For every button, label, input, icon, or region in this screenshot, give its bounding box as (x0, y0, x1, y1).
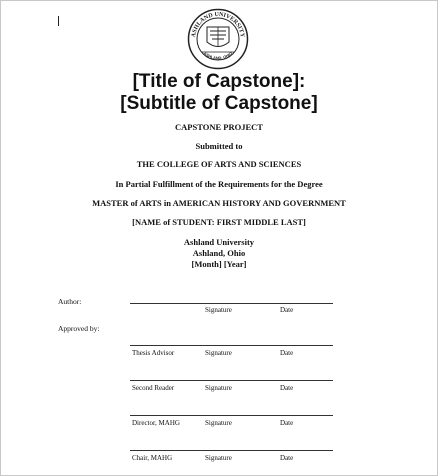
project-type: CAPSTONE PROJECT (175, 122, 263, 132)
role-director: Director, MAHG (132, 419, 180, 427)
student-name: [NAME of STUDENT: FIRST MIDDLE LAST] (132, 217, 306, 227)
signature-caption: Signature (205, 384, 232, 392)
submission-date: [Month] [Year] (191, 259, 247, 269)
reader-signature-line (130, 380, 333, 381)
text-cursor (58, 16, 59, 26)
svg-text:ASHLAND, OHIO: ASHLAND, OHIO (202, 50, 234, 61)
approved-by-label: Approved by: (58, 324, 100, 333)
university-seal (187, 8, 249, 70)
date-caption: Date (280, 419, 294, 427)
signature-caption: Signature (205, 349, 232, 357)
capstone-subtitle: [Subtitle of Capstone] (120, 93, 318, 114)
author-signature-line (130, 303, 333, 304)
submitted-to: Submitted to (195, 141, 243, 151)
date-caption: Date (280, 306, 294, 314)
date-caption: Date (280, 349, 294, 357)
advisor-signature-line (130, 345, 333, 346)
role-second-reader: Second Reader (132, 384, 175, 392)
signature-caption: Signature (205, 419, 232, 427)
fulfillment-statement: In Partial Fulfillment of the Requirements for the Degree (115, 179, 323, 189)
role-chair: Chair, MAHG (132, 454, 173, 462)
date-caption: Date (280, 384, 294, 392)
chair-signature-line (130, 450, 333, 451)
role-thesis-advisor: Thesis Advisor (132, 349, 175, 357)
signature-caption: Signature (205, 454, 232, 462)
capstone-title: [Title of Capstone]: (132, 71, 306, 92)
college-name: THE COLLEGE OF ARTS AND SCIENCES (136, 159, 302, 169)
author-label: Author: (58, 297, 82, 306)
university-name: Ashland University (183, 237, 255, 247)
university-location: Ashland, Ohio (192, 248, 246, 258)
signature-caption: Signature (205, 306, 232, 314)
director-signature-line (130, 415, 333, 416)
svg-text:ASHLAND UNIVERSITY: ASHLAND UNIVERSITY (190, 11, 246, 38)
degree-name: MASTER of ARTS in AMERICAN HISTORY AND GOVERNMENT (92, 198, 346, 208)
date-caption: Date (280, 454, 294, 462)
